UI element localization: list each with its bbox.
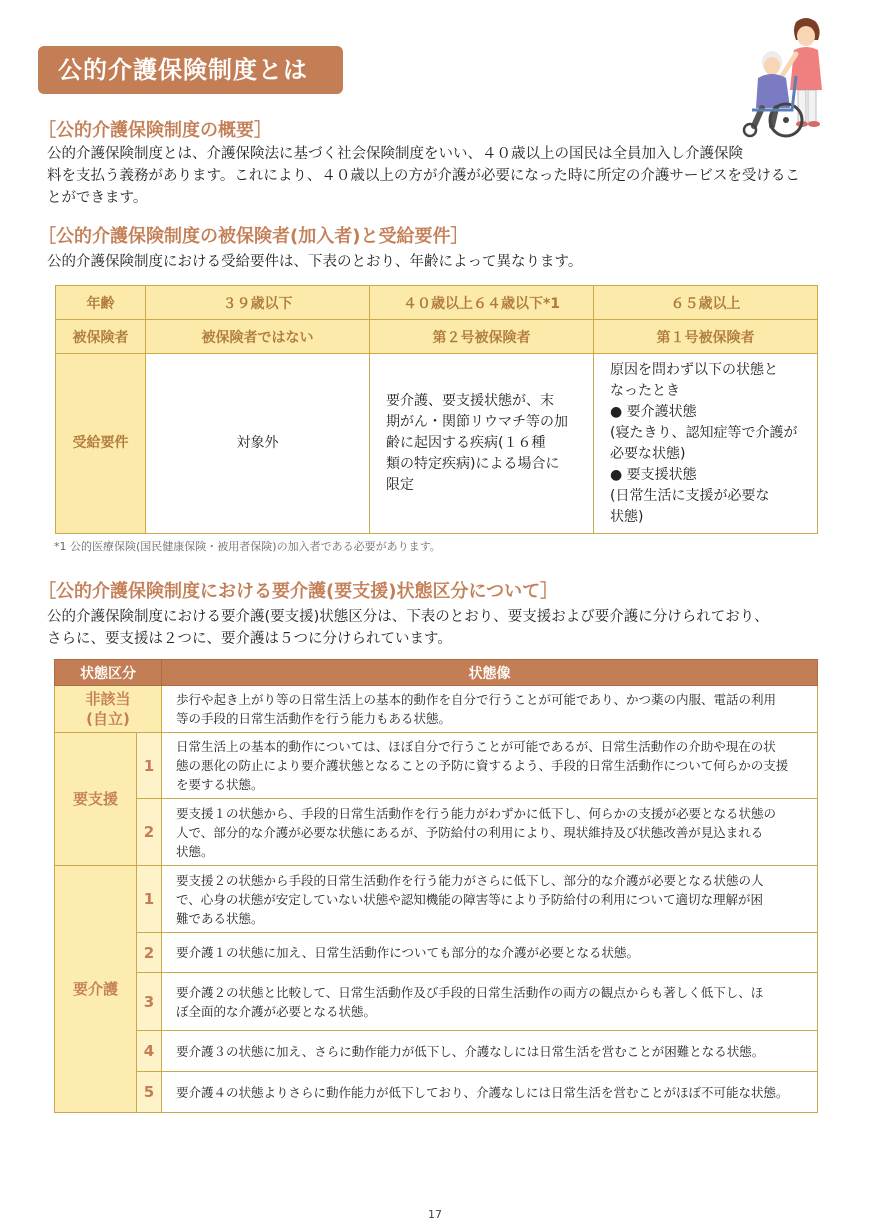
- insured-col-1: 被保険者ではない: [146, 320, 370, 354]
- table-row: [55, 1072, 818, 1113]
- age-col-3: ６５歳以上: [594, 286, 818, 320]
- overview-paragraph: [47, 143, 837, 209]
- footnote: *1 公的医療保険(国民健康保険・被用者保険)の加入者である必要があります。: [54, 540, 441, 553]
- table-header-row: [55, 660, 818, 686]
- text-line: 公的介護保険制度とは、介護保険法に基づく社会保険制度をいい、４０歳以上の国民は全員加入し介護保険: [47, 146, 743, 162]
- age-col-2: ４０歳以上６４歳以下*1: [370, 286, 594, 320]
- support-category-label: 要支援: [55, 733, 137, 866]
- text-line: 態の悪化の防止により要介護状態となることの予防に資するよう、手段的日常生活動作について何らかの支援: [176, 758, 789, 773]
- text-line: 要支援１の状態から、手段的日常生活動作を行う能力がわずかに低下し、何らかの支援が必要となる状態の: [176, 805, 777, 821]
- text-line: ● 要支援状態: [610, 466, 697, 483]
- care-level-table: [54, 659, 818, 1113]
- text-line: さらに、要支援は２つに、要介護は５つに分けられています。: [47, 631, 452, 647]
- not-applicable-label: [55, 686, 162, 733]
- header-category: 状態区分: [55, 660, 162, 686]
- text-line: とができます。: [47, 190, 148, 206]
- insured-col-3: 第１号被保険者: [594, 320, 818, 354]
- table-row: [56, 286, 818, 320]
- row-label-age: 年齢: [56, 286, 146, 320]
- text-line: 要介護４の状態よりさらに動作能力が低下しており、介護なしには日常生活を営むことがほぼ不可能な状態。: [176, 1084, 789, 1100]
- table-row: [55, 1031, 818, 1072]
- text-line: 料を支払う義務があります。これにより、４０歳以上の方が介護が必要になった時に所定の介護サービスを受けるこ: [47, 168, 800, 184]
- table-row: [55, 733, 818, 799]
- care-level-5-description: [162, 1072, 818, 1113]
- label-line: 非該当: [85, 690, 131, 708]
- text-line: 人で、部分的な介護が必要な状態にあるが、予防給付の利用により、現状維持及び状態改善が見込まれる: [176, 824, 764, 840]
- table-row: [56, 354, 818, 534]
- support-level-2: 2: [137, 799, 162, 866]
- text-line: 要介護１の状態に加え、日常生活動作についても部分的な介護が必要となる状態。: [176, 945, 640, 960]
- text-line: 齢に起因する疾病(１６種: [386, 435, 546, 451]
- text-line: 公的介護保険制度における受給要件は、下表のとおり、年齢によって異なります。: [47, 254, 583, 270]
- care-level-1: 1: [137, 866, 162, 933]
- care-level-4: 4: [137, 1031, 162, 1072]
- eligibility-table: [55, 285, 818, 534]
- page-title: 公的介護保険制度とは: [38, 46, 343, 94]
- text-line: 難である状態。: [176, 910, 264, 926]
- table-row: [55, 973, 818, 1031]
- text-line: 限定: [386, 477, 414, 493]
- care-level-2: 2: [137, 933, 162, 973]
- caregiver-wheelchair-illustration: [736, 14, 828, 142]
- text-line: で、心身の状態が安定していない状態や認知機能の障害等により予防給付の利用について適切な理解が困: [176, 891, 764, 907]
- care-levels-heading: ［公的介護保険制度における要介護(要支援)状態区分について］: [38, 581, 559, 602]
- age-col-1: ３９歳以下: [146, 286, 370, 320]
- text-line: 公的介護保険制度における要介護(要支援)状態区分は、下表のとおり、要支援および要介護に分けられており、: [47, 609, 769, 625]
- support-level-1: 1: [137, 733, 162, 799]
- care-level-5: 5: [137, 1072, 162, 1113]
- text-line: 要介護、要支援状態が、末: [386, 393, 554, 409]
- requirements-col-3: [594, 354, 818, 534]
- not-applicable-description: [162, 686, 818, 733]
- label-line: (自立): [86, 710, 130, 728]
- text-line: 歩行や起き上がり等の日常生活上の基本的動作を自分で行うことが可能であり、かつ薬の内服、電話の利用: [176, 692, 777, 707]
- text-line: ● 要介護状態: [610, 403, 697, 420]
- table-row: [56, 320, 818, 354]
- row-label-insured: 被保険者: [56, 320, 146, 354]
- text-line: を要する状態。: [176, 777, 264, 792]
- care-category-label: 要介護: [55, 866, 137, 1113]
- text-line: 日常生活上の基本的動作については、ほぼ自分で行うことが可能であるが、日常生活動作の介助や現在の状: [176, 739, 776, 754]
- care-levels-paragraph: [47, 606, 837, 650]
- text-line: 状態。: [176, 843, 214, 859]
- text-line: 要介護３の状態に加え、さらに動作能力が低下し、介護なしには日常生活を営むことが困難となる状態。: [176, 1043, 765, 1059]
- row-label-requirements: 受給要件: [56, 354, 146, 534]
- requirements-col-2: [370, 354, 594, 534]
- table-row: [55, 799, 818, 866]
- header-description: 状態像: [162, 660, 818, 686]
- overview-heading: ［公的介護保険制度の概要］: [38, 120, 272, 141]
- text-line: 状態): [610, 508, 644, 525]
- text-line: なったとき: [610, 382, 680, 399]
- text-line: 要支援２の状態から手段的日常生活動作を行う能力がさらに低下し、部分的な介護が必要となる状態の人: [176, 872, 764, 888]
- text-line: 原因を問わず以下の状態と: [610, 361, 778, 378]
- page-number: 17: [428, 1208, 442, 1221]
- table-row: [55, 933, 818, 973]
- text-line: 要介護２の状態と比較して、日常生活動作及び手段的日常生活動作の両方の観点からも著しく低下し、ほ: [176, 984, 764, 1000]
- care-level-3-description: [162, 973, 818, 1031]
- text-line: 必要な状態): [610, 445, 686, 462]
- text-line: (寝たきり、認知症等で介護が: [610, 424, 798, 441]
- support-level-2-description: [162, 799, 818, 866]
- text-line: 等の手段的日常生活動作を行う能力もある状態。: [176, 711, 452, 726]
- text-line: 期がん・関節リウマチ等の加: [386, 414, 568, 430]
- insured-paragraph: [47, 251, 837, 273]
- support-level-1-description: [162, 733, 818, 799]
- insured-heading: ［公的介護保険制度の被保険者(加入者)と受給要件］: [38, 226, 469, 247]
- text-line: (日常生活に支援が必要な: [610, 487, 770, 504]
- requirements-col-1: 対象外: [146, 354, 370, 534]
- care-level-4-description: [162, 1031, 818, 1072]
- table-row: [55, 866, 818, 933]
- text-line: ぼ全面的な介護が必要となる状態。: [176, 1003, 377, 1019]
- table-row: [55, 686, 818, 733]
- care-level-1-description: [162, 866, 818, 933]
- insured-col-2: 第２号被保険者: [370, 320, 594, 354]
- care-level-2-description: [162, 933, 818, 973]
- text-line: 類の特定疾病)による場合に: [386, 456, 560, 472]
- care-level-3: 3: [137, 973, 162, 1031]
